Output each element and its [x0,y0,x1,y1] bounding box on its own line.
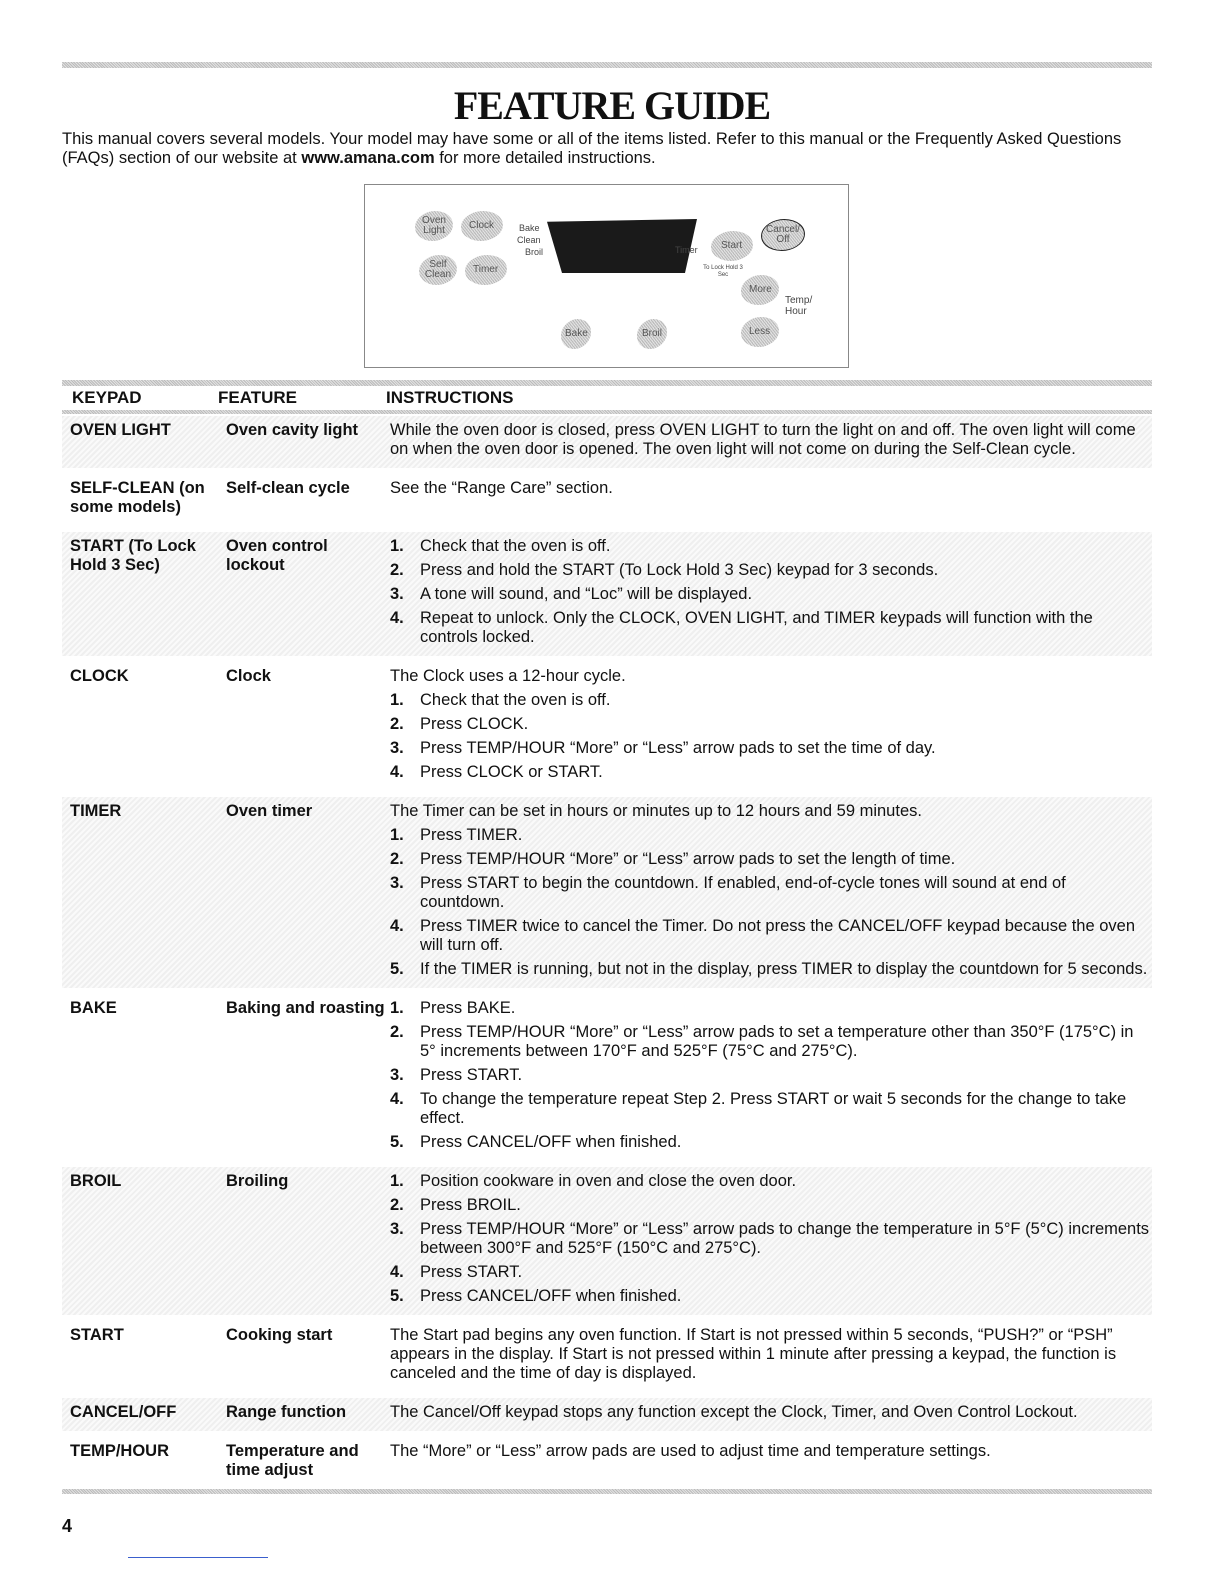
keypad-cell: OVEN LIGHT [70,421,171,439]
feature-table [62,416,1152,1495]
step-item [390,763,1152,782]
step-item [390,561,1152,580]
table-row [62,1321,1152,1392]
feature-cell: Self-clean cycle [226,479,350,497]
step-list [390,826,1152,979]
step-number: 3. [390,874,404,892]
step-text: Check that the oven is off. [420,537,611,555]
step-item [390,691,1152,710]
table-row [62,1398,1152,1431]
timer-key: Timer [462,255,510,285]
instruction-text: The Timer can be set in hours or minutes up to 12 hours and 59 minutes. [390,802,922,820]
intro-text-end: for more detailed instructions. [434,149,656,167]
step-number: 5. [390,1133,404,1151]
step-item [390,917,1152,955]
step-text: Press and hold the START (To Lock Hold 3 Sec) keypad for 3 seconds. [420,561,939,579]
feature-cell: Temperature and time adjust [226,1442,359,1479]
instructions-cell [386,537,1152,647]
more-key: More [738,275,782,305]
feature-cell: Oven timer [226,802,313,820]
self-clean-key: Self Clean [416,255,460,285]
step-number: 4. [390,917,404,935]
header-keypad: KEYPAD [72,388,142,407]
table-row [62,797,1152,988]
step-item [390,609,1152,647]
step-text: Press START to begin the countdown. If enabled, end-of-cycle tones will sound at end of countdown. [420,874,1066,911]
step-item [390,739,1152,758]
step-item [390,874,1152,912]
page-number: 4 [62,1516,73,1536]
step-number: 1. [390,537,404,555]
control-panel-illustration [364,184,849,368]
step-item [390,537,1152,556]
step-number: 1. [390,691,404,709]
instructions-cell [386,999,1152,1152]
instructions-cell [386,1172,1152,1306]
step-item [390,1023,1152,1061]
keypad-cell: TIMER [70,802,122,820]
step-item [390,1172,1152,1191]
step-number: 4. [390,1263,404,1281]
instructions-cell [386,1442,1152,1480]
broil-key: Broil [634,319,670,349]
table-row [62,994,1152,1161]
header-feature: FEATURE [218,388,298,407]
instruction-text: The Clock uses a 12-hour cycle. [390,667,626,685]
header-rule [62,410,1152,414]
table-row [62,474,1152,526]
step-text: Press TEMP/HOUR “More” or “Less” arrow pads to set the time of day. [420,739,936,757]
keypad-cell: BAKE [70,999,117,1017]
instructions-cell [386,1326,1152,1383]
step-number: 4. [390,1090,404,1108]
step-number: 2. [390,715,404,733]
step-text: Repeat to unlock. Only the CLOCK, OVEN LIGHT, and TIMER keypads will function with the controls locked. [420,609,1093,646]
keypad-cell: TEMP/HOUR [70,1442,169,1460]
step-list [390,1172,1152,1306]
step-item [390,1220,1152,1258]
intro-paragraph [62,130,1152,168]
feature-cell: Oven cavity light [226,421,359,439]
table-row [62,416,1152,468]
step-item [390,585,1152,604]
step-text: Press TEMP/HOUR “More” or “Less” arrow pads to set a temperature other than 350°F (175°C) in 5° increments between 170°F and 525°F (75°C and 275°C). [420,1023,1134,1060]
step-text: Press CANCEL/OFF when finished. [420,1287,682,1305]
broil-indicator: Broil [525,247,544,257]
instructions-cell [386,802,1152,979]
instruction-text: The Start pad begins any oven function. If Start is not pressed within 5 seconds, “PUSH?” or “PSH” appears in the display. If Start is not pressed within 1 minute after pressing a keypad, the function is canceled and the time of day is displayed. [390,1326,1117,1382]
oven-light-key: Oven Light [412,211,456,241]
step-text: If the TIMER is running, but not in the display, press TIMER to display the countdown for 5 seconds. [420,960,1148,978]
step-text: Press START. [420,1066,523,1084]
step-item [390,850,1152,869]
feature-cell: Oven control lockout [226,537,328,574]
step-list [390,537,1152,647]
timer-indicator: Timer [675,245,698,255]
keypad-cell: START (To Lock Hold 3 Sec) [70,537,196,574]
step-list [390,999,1152,1152]
start-key: Start [708,231,756,261]
table-row [62,1437,1152,1489]
step-list [390,691,1152,782]
table-row [62,662,1152,791]
feature-cell: Range function [226,1403,347,1421]
step-text: Position cookware in oven and close the oven door. [420,1172,797,1190]
bake-indicator: Bake [519,223,540,233]
keypad-cell: CLOCK [70,667,129,685]
keypad-cell: START [70,1326,124,1344]
instruction-text: The Cancel/Off keypad stops any function except the Clock, Timer, and Oven Control Lockout. [390,1403,1078,1421]
less-key: Less [738,317,782,347]
bake-key: Bake [558,319,594,349]
instruction-text: See the “Range Care” section. [390,479,613,497]
step-item [390,1090,1152,1128]
step-number: 3. [390,1066,404,1084]
step-number: 2. [390,850,404,868]
step-text: Check that the oven is off. [420,691,611,709]
step-text: Press TIMER twice to cancel the Timer. Do not press the CANCEL/OFF keypad because the oven will turn off. [420,917,1136,954]
step-text: Press CLOCK. [420,715,529,733]
step-text: Press BROIL. [420,1196,521,1214]
keypad-cell: BROIL [70,1172,122,1190]
step-item [390,1287,1152,1306]
feature-cell: Broiling [226,1172,289,1190]
step-number: 2. [390,1023,404,1041]
step-item [390,1196,1152,1215]
clock-key: Clock [458,211,506,241]
step-item [390,1133,1152,1152]
instructions-cell [386,421,1152,459]
instruction-text: While the oven door is closed, press OVEN LIGHT to turn the light on and off. The oven light will come on when the oven door is opened. The oven light will not come on during the Self-Clean cycle. [390,421,1136,458]
instructions-cell [386,1403,1152,1422]
step-number: 1. [390,826,404,844]
step-number: 5. [390,1287,404,1305]
feature-cell: Baking and roasting [226,999,385,1017]
lock-label: To Lock Hold 3 Sec [703,265,743,278]
step-item [390,1066,1152,1085]
keypad-cell: CANCEL/OFF [70,1403,177,1421]
intro-text: This manual covers several models. Your model may have some or all of the items listed. Refer to this manual or the Frequently Asked Questions (FAQs) section of our website at [62,130,1122,167]
step-number: 3. [390,1220,404,1238]
feature-cell: Cooking start [226,1326,333,1344]
step-text: Press START. [420,1263,523,1281]
step-item [390,826,1152,845]
step-number: 4. [390,763,404,781]
header-instructions: INSTRUCTIONS [386,388,514,407]
step-number: 3. [390,739,404,757]
step-number: 5. [390,960,404,978]
website-link[interactable]: www.amana.com [301,149,435,167]
step-text: Press TEMP/HOUR “More” or “Less” arrow pads to change the temperature in 5°F (5°C) increments between 300°F and 525°F (150°C and 275°C). [420,1220,1150,1257]
table-header [62,382,1152,412]
bottom-rule [62,1489,1152,1494]
table-row [62,532,1152,656]
instructions-cell [386,479,1152,517]
step-text: Press TEMP/HOUR “More” or “Less” arrow pads to set the length of time. [420,850,956,868]
step-text: Press BAKE. [420,999,516,1017]
step-number: 3. [390,585,404,603]
step-item [390,960,1152,979]
instructions-cell [386,667,1152,782]
step-number: 2. [390,561,404,579]
step-text: To change the temperature repeat Step 2. Press START or wait 5 seconds for the change to take effect. [420,1090,1127,1127]
keypad-cell: SELF-CLEAN (on some models) [70,479,205,516]
step-text: Press TIMER. [420,826,523,844]
step-text: Press CANCEL/OFF when finished. [420,1133,682,1151]
temp-hour-label: Temp/ Hour [785,295,813,317]
step-text: Press CLOCK or START. [420,763,603,781]
footer-line [128,1557,268,1558]
step-number: 1. [390,999,404,1017]
step-number: 2. [390,1196,404,1214]
step-item [390,715,1152,734]
step-number: 4. [390,609,404,627]
step-item [390,1263,1152,1282]
instruction-text: The “More” or “Less” arrow pads are used to adjust time and temperature settings. [390,1442,991,1460]
step-item [390,999,1152,1018]
step-number: 1. [390,1172,404,1190]
feature-cell: Clock [226,667,271,685]
cancel-off-key: Cancel/ Off [758,219,809,251]
top-rule [62,62,1152,68]
clean-indicator: Clean [517,235,541,245]
table-row [62,1167,1152,1315]
step-text: A tone will sound, and “Loc” will be displayed. [420,585,753,603]
page-title: FEATURE GUIDE [453,83,771,128]
